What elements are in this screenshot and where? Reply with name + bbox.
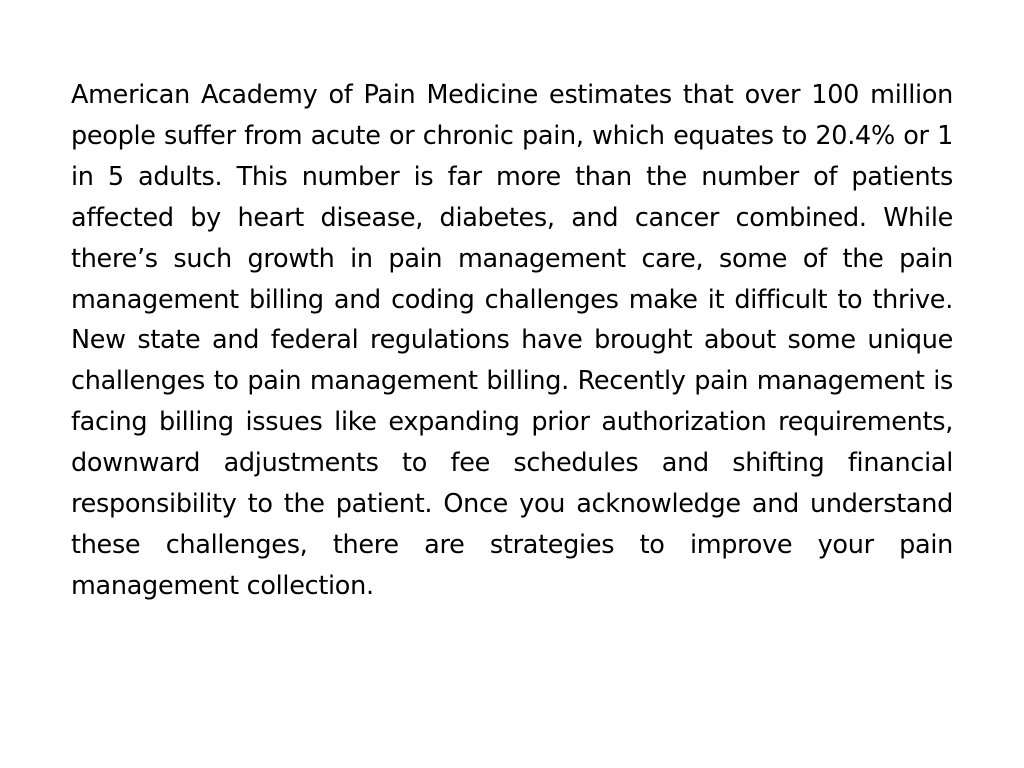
body-paragraph: American Academy of Pain Medicine estimates that over 100 million people suffer from acute or chronic pain, which equates to 20.4% or 1 in 5 adults. This number is far more than the number of patients affected by heart disease, diabetes, and cancer combined. While there’s such growth in pain management care, some of the pain management billing and coding challenges make it difficult to thrive. New state and federal regulations have brought about some unique challenges to pain management billing. Recently pain management is facing billing issues like expanding prior authorization requirements, downward adjustments to fee schedules and shifting financial responsibility to the patient. Once you acknowledge and understand these challenges, there are strategies to improve your pain management collection.	[71, 80, 953, 601]
